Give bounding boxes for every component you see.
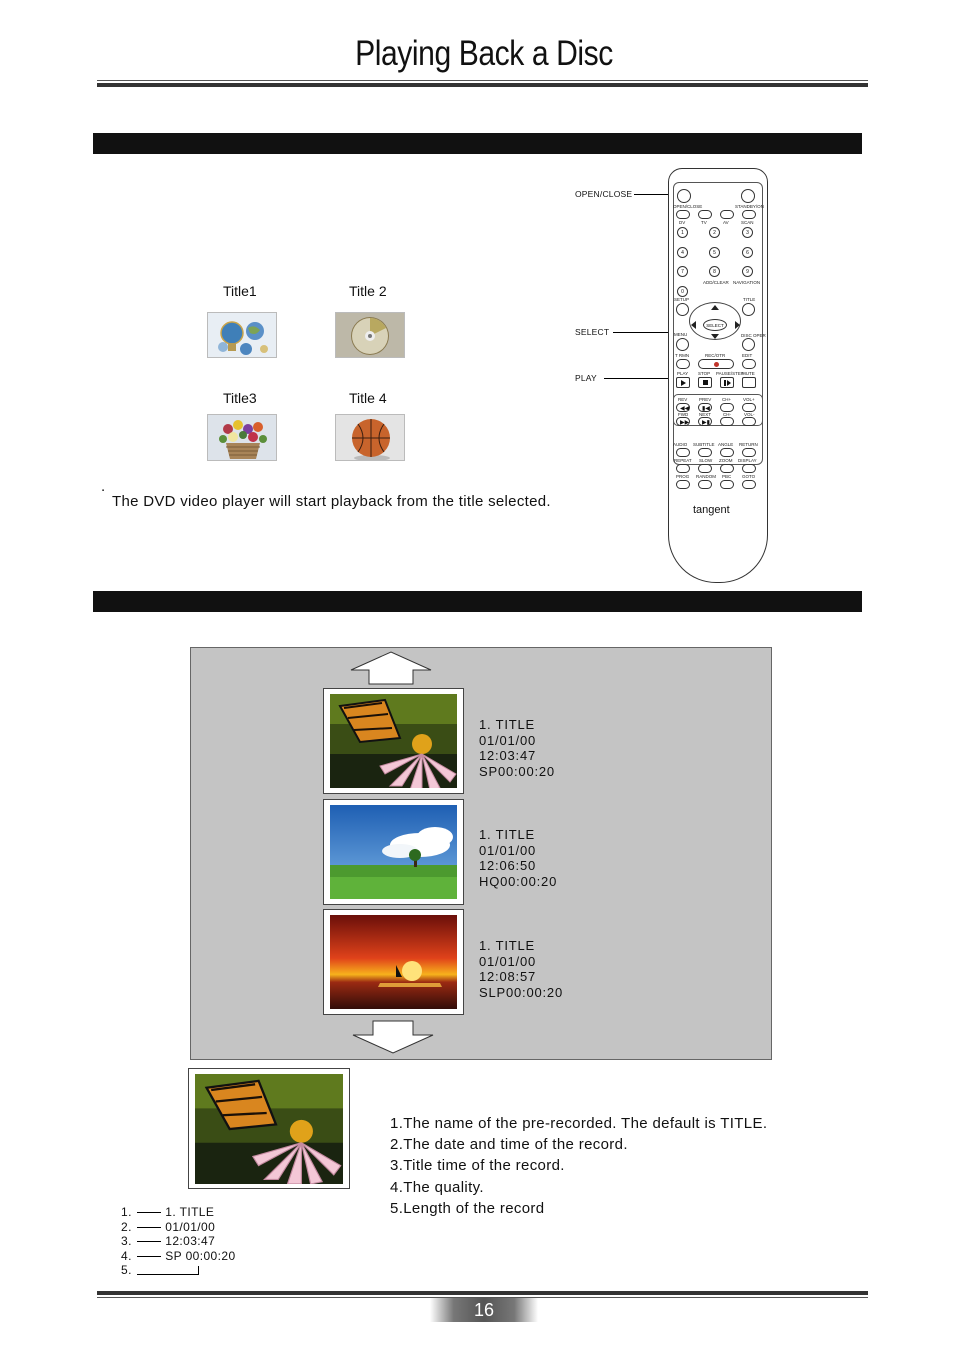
field-row [121, 1220, 236, 1235]
brand-logo: tangent [693, 504, 730, 516]
pbc-button[interactable] [720, 480, 734, 489]
entry-time: 12:08:57 [479, 969, 537, 984]
goto-button[interactable] [742, 480, 756, 489]
audio-button[interactable] [676, 448, 690, 457]
remote-label: SLOW [699, 458, 713, 463]
remote-label: NEXT [699, 412, 712, 417]
standby-button[interactable] [741, 189, 755, 203]
entry-name: 1. TITLE [479, 938, 536, 953]
remote-label: NAVIGATION [733, 280, 761, 285]
disc-oper-button[interactable] [742, 338, 755, 351]
page-title: Playing Back a Disc [355, 34, 613, 73]
scan-button[interactable] [742, 210, 756, 219]
remote-label: AUDIO [673, 442, 688, 447]
field-number: 5. [121, 1263, 132, 1277]
instruction-text: The DVD video player will start playback from the title selected. [112, 493, 551, 510]
zoom-button[interactable] [720, 464, 734, 473]
entry-info [479, 827, 557, 889]
remote-label: SCAN [741, 220, 754, 225]
field-row [121, 1263, 236, 1278]
random-button[interactable] [698, 480, 712, 489]
field-row [121, 1205, 236, 1220]
legend-item: 5.Length of the record [390, 1199, 545, 1217]
butterfly-photo-icon [330, 694, 457, 788]
rewind-icon: ◀◀ [680, 406, 690, 412]
legend-item: 3.Title time of the record. [390, 1157, 565, 1175]
entry-name: 1. TITLE [479, 827, 536, 842]
section-bar-browser [93, 591, 862, 612]
scroll-up-arrow-icon[interactable] [349, 651, 433, 685]
number-1-button[interactable]: 1 [677, 227, 688, 238]
remote-label: VOL+ [743, 397, 755, 402]
thumbnail-title3[interactable] [207, 414, 277, 461]
callout-play: PLAY [575, 373, 597, 383]
number-8-button[interactable]: 8 [709, 266, 720, 277]
av-button[interactable] [720, 210, 734, 219]
bullet: . [101, 478, 106, 495]
fwd-button[interactable] [676, 417, 690, 426]
ch-down-button[interactable] [720, 417, 734, 426]
remote-label: STOP [698, 371, 711, 376]
basketball-photo-icon [336, 415, 405, 461]
remote-label: SUBTITLE [693, 442, 715, 447]
entry-frame[interactable] [323, 799, 464, 905]
tree-sky-photo-icon [330, 805, 457, 899]
thumbnail-label: Title 2 [349, 283, 387, 299]
remote-label: PREV [699, 397, 712, 402]
entry-date: 01/01/00 [479, 842, 537, 858]
remote-label: REV [678, 397, 688, 402]
display-button[interactable] [742, 464, 756, 473]
field-value: 01/01/00 [165, 1219, 216, 1234]
thumbnail-title2[interactable] [335, 312, 405, 358]
remote-label: FWD [678, 412, 689, 417]
legend-item: 1.The name of the pre-recorded. The default is TITLE. [390, 1115, 768, 1132]
pause-step-button[interactable] [720, 377, 734, 388]
down-arrow-icon[interactable] [711, 334, 719, 339]
open-close-button[interactable] [677, 189, 691, 203]
remote-label: REPEAT [674, 458, 692, 463]
remote-label: REC/OTR [705, 353, 726, 358]
subtitle-button[interactable] [698, 448, 712, 457]
entry-image [330, 694, 457, 788]
thumbnail-label: Title1 [223, 283, 257, 299]
field-row [121, 1234, 236, 1249]
title-button[interactable] [742, 303, 755, 316]
thumbnail-label: Title 4 [349, 390, 387, 406]
remote-label: PLAY [677, 371, 689, 376]
mute-button[interactable] [742, 377, 756, 388]
number-3-button[interactable]: 3 [742, 227, 753, 238]
number-5-button[interactable]: 5 [709, 247, 720, 258]
record-icon [714, 362, 719, 367]
thumbnail-label: Title3 [223, 390, 257, 406]
legend-item: 4.The quality. [390, 1178, 484, 1196]
thumbnail-title1[interactable] [207, 312, 277, 358]
prog-button[interactable] [676, 480, 690, 489]
footer-rule [97, 1291, 868, 1295]
prev-button[interactable] [698, 403, 712, 412]
remote-label: SETUP [674, 297, 690, 302]
dv-button[interactable] [676, 210, 690, 219]
entry-frame[interactable] [323, 909, 464, 1015]
entry-quality: SP00:00:20 [479, 763, 555, 779]
slow-button[interactable] [698, 464, 712, 473]
scroll-down-arrow-icon[interactable] [351, 1020, 435, 1054]
entry-date: 01/01/00 [479, 732, 537, 748]
remote-label: EDIT [742, 353, 753, 358]
remote-label: ANGLE [718, 442, 734, 447]
sunset-photo-icon [330, 915, 457, 1009]
entry-info [479, 938, 563, 1000]
remote-label: OPEN/CLOSE [673, 204, 703, 209]
remote-label: CH- [723, 412, 731, 417]
field-value: 1. TITLE [165, 1205, 215, 1219]
remote-label: TITLE [743, 297, 756, 302]
remote-label: RANDOM [696, 474, 716, 479]
field-number: 3. [121, 1234, 132, 1248]
stop-icon [703, 380, 708, 385]
header-rule [97, 83, 868, 87]
field-value: SP 00:00:20 [165, 1248, 236, 1263]
remote-label: CH+ [722, 397, 732, 402]
disc-photo-icon [336, 313, 405, 358]
forward-icon: ▶▶ [680, 420, 690, 426]
left-arrow-icon[interactable] [691, 321, 696, 329]
entry-name: 1. TITLE [479, 717, 536, 732]
remote-label: PAUSE/STEP [716, 371, 744, 376]
entry-info [479, 717, 555, 779]
globes-photo-icon [208, 313, 277, 358]
page-number: 16 [430, 1298, 538, 1322]
remote-label: STANDBY/ON [735, 204, 764, 209]
up-arrow-icon[interactable] [711, 305, 719, 310]
entry-time: 12:03:47 [479, 748, 537, 763]
right-arrow-icon[interactable] [735, 321, 740, 329]
legend-item: 2.The date and time of the record. [390, 1136, 628, 1154]
t-rmn-button[interactable] [676, 359, 690, 369]
remote-label: RETURN [739, 442, 758, 447]
play-button[interactable] [676, 377, 690, 388]
callout-select: SELECT [575, 327, 610, 337]
field-number: 2. [121, 1219, 132, 1234]
ch-up-button[interactable] [720, 403, 734, 412]
butterfly-photo-icon [195, 1074, 343, 1184]
play-icon [681, 380, 686, 386]
entry-date: 01/01/00 [479, 953, 537, 969]
menu-button[interactable] [676, 338, 689, 351]
previous-icon: ▮◀ [702, 406, 710, 412]
stop-button[interactable] [698, 377, 712, 388]
legend-thumbnail-frame [188, 1068, 350, 1189]
remote-label: GOTO [742, 474, 756, 479]
field-list [121, 1205, 236, 1278]
select-button[interactable]: SELECT [703, 319, 727, 331]
entry-quality: SLP00:00:20 [479, 984, 563, 1000]
field-row [121, 1249, 236, 1264]
rev-button[interactable] [676, 403, 690, 412]
callout-open-close: OPEN/CLOSE [575, 189, 633, 199]
header-rule-top [97, 80, 868, 81]
number-7-button[interactable]: 7 [677, 266, 688, 277]
vol-down-button[interactable] [742, 417, 756, 426]
remote-label: AV [723, 220, 729, 225]
pause-icon [724, 380, 726, 386]
number-0-button[interactable]: 0 [677, 286, 688, 297]
remote-label: DISC OPER [741, 333, 766, 338]
remote-label: ADD/CLEAR [703, 280, 729, 285]
tv-button[interactable] [698, 210, 712, 219]
field-number: 4. [121, 1248, 132, 1263]
remote-label: MUTE [742, 371, 755, 376]
remote-label: VOL- [744, 412, 755, 417]
remote-label: DV [679, 220, 686, 225]
legend-list [390, 1113, 767, 1219]
remote-label: MENU [674, 332, 688, 337]
entry-frame[interactable] [323, 688, 464, 794]
flower-basket-photo-icon [208, 415, 277, 461]
vol-up-button[interactable] [742, 403, 756, 412]
number-6-button[interactable]: 6 [742, 247, 753, 258]
entry-image [330, 915, 457, 1009]
entry-time: 12:06:50 [479, 858, 537, 873]
section-bar-title-menu [93, 133, 862, 154]
rec-otr-button[interactable] [698, 359, 734, 369]
field-number: 1. [121, 1205, 132, 1219]
entry-quality: HQ00:00:20 [479, 873, 558, 889]
remote-label: PBC [722, 474, 732, 479]
remote-control [668, 168, 768, 583]
number-4-button[interactable]: 4 [677, 247, 688, 258]
thumbnail-title4[interactable] [335, 414, 405, 461]
repeat-button[interactable] [676, 464, 690, 473]
remote-label: PROG [676, 474, 690, 479]
remote-label: TV [701, 220, 707, 225]
field-value: 12:03:47 [165, 1234, 216, 1248]
title-browser-panel [190, 647, 772, 1060]
entry-image [330, 805, 457, 899]
remote-label: DISPLAY [738, 458, 757, 463]
setup-button[interactable] [676, 303, 689, 316]
number-9-button[interactable]: 9 [742, 266, 753, 277]
remote-label: ZOOM [719, 458, 733, 463]
next-icon: ▶▮ [702, 420, 710, 426]
next-button[interactable] [698, 417, 712, 426]
angle-button[interactable] [720, 448, 734, 457]
edit-button[interactable] [742, 359, 756, 369]
number-2-button[interactable]: 2 [709, 227, 720, 238]
return-button[interactable] [742, 448, 756, 457]
remote-label: T RMN [675, 353, 690, 358]
